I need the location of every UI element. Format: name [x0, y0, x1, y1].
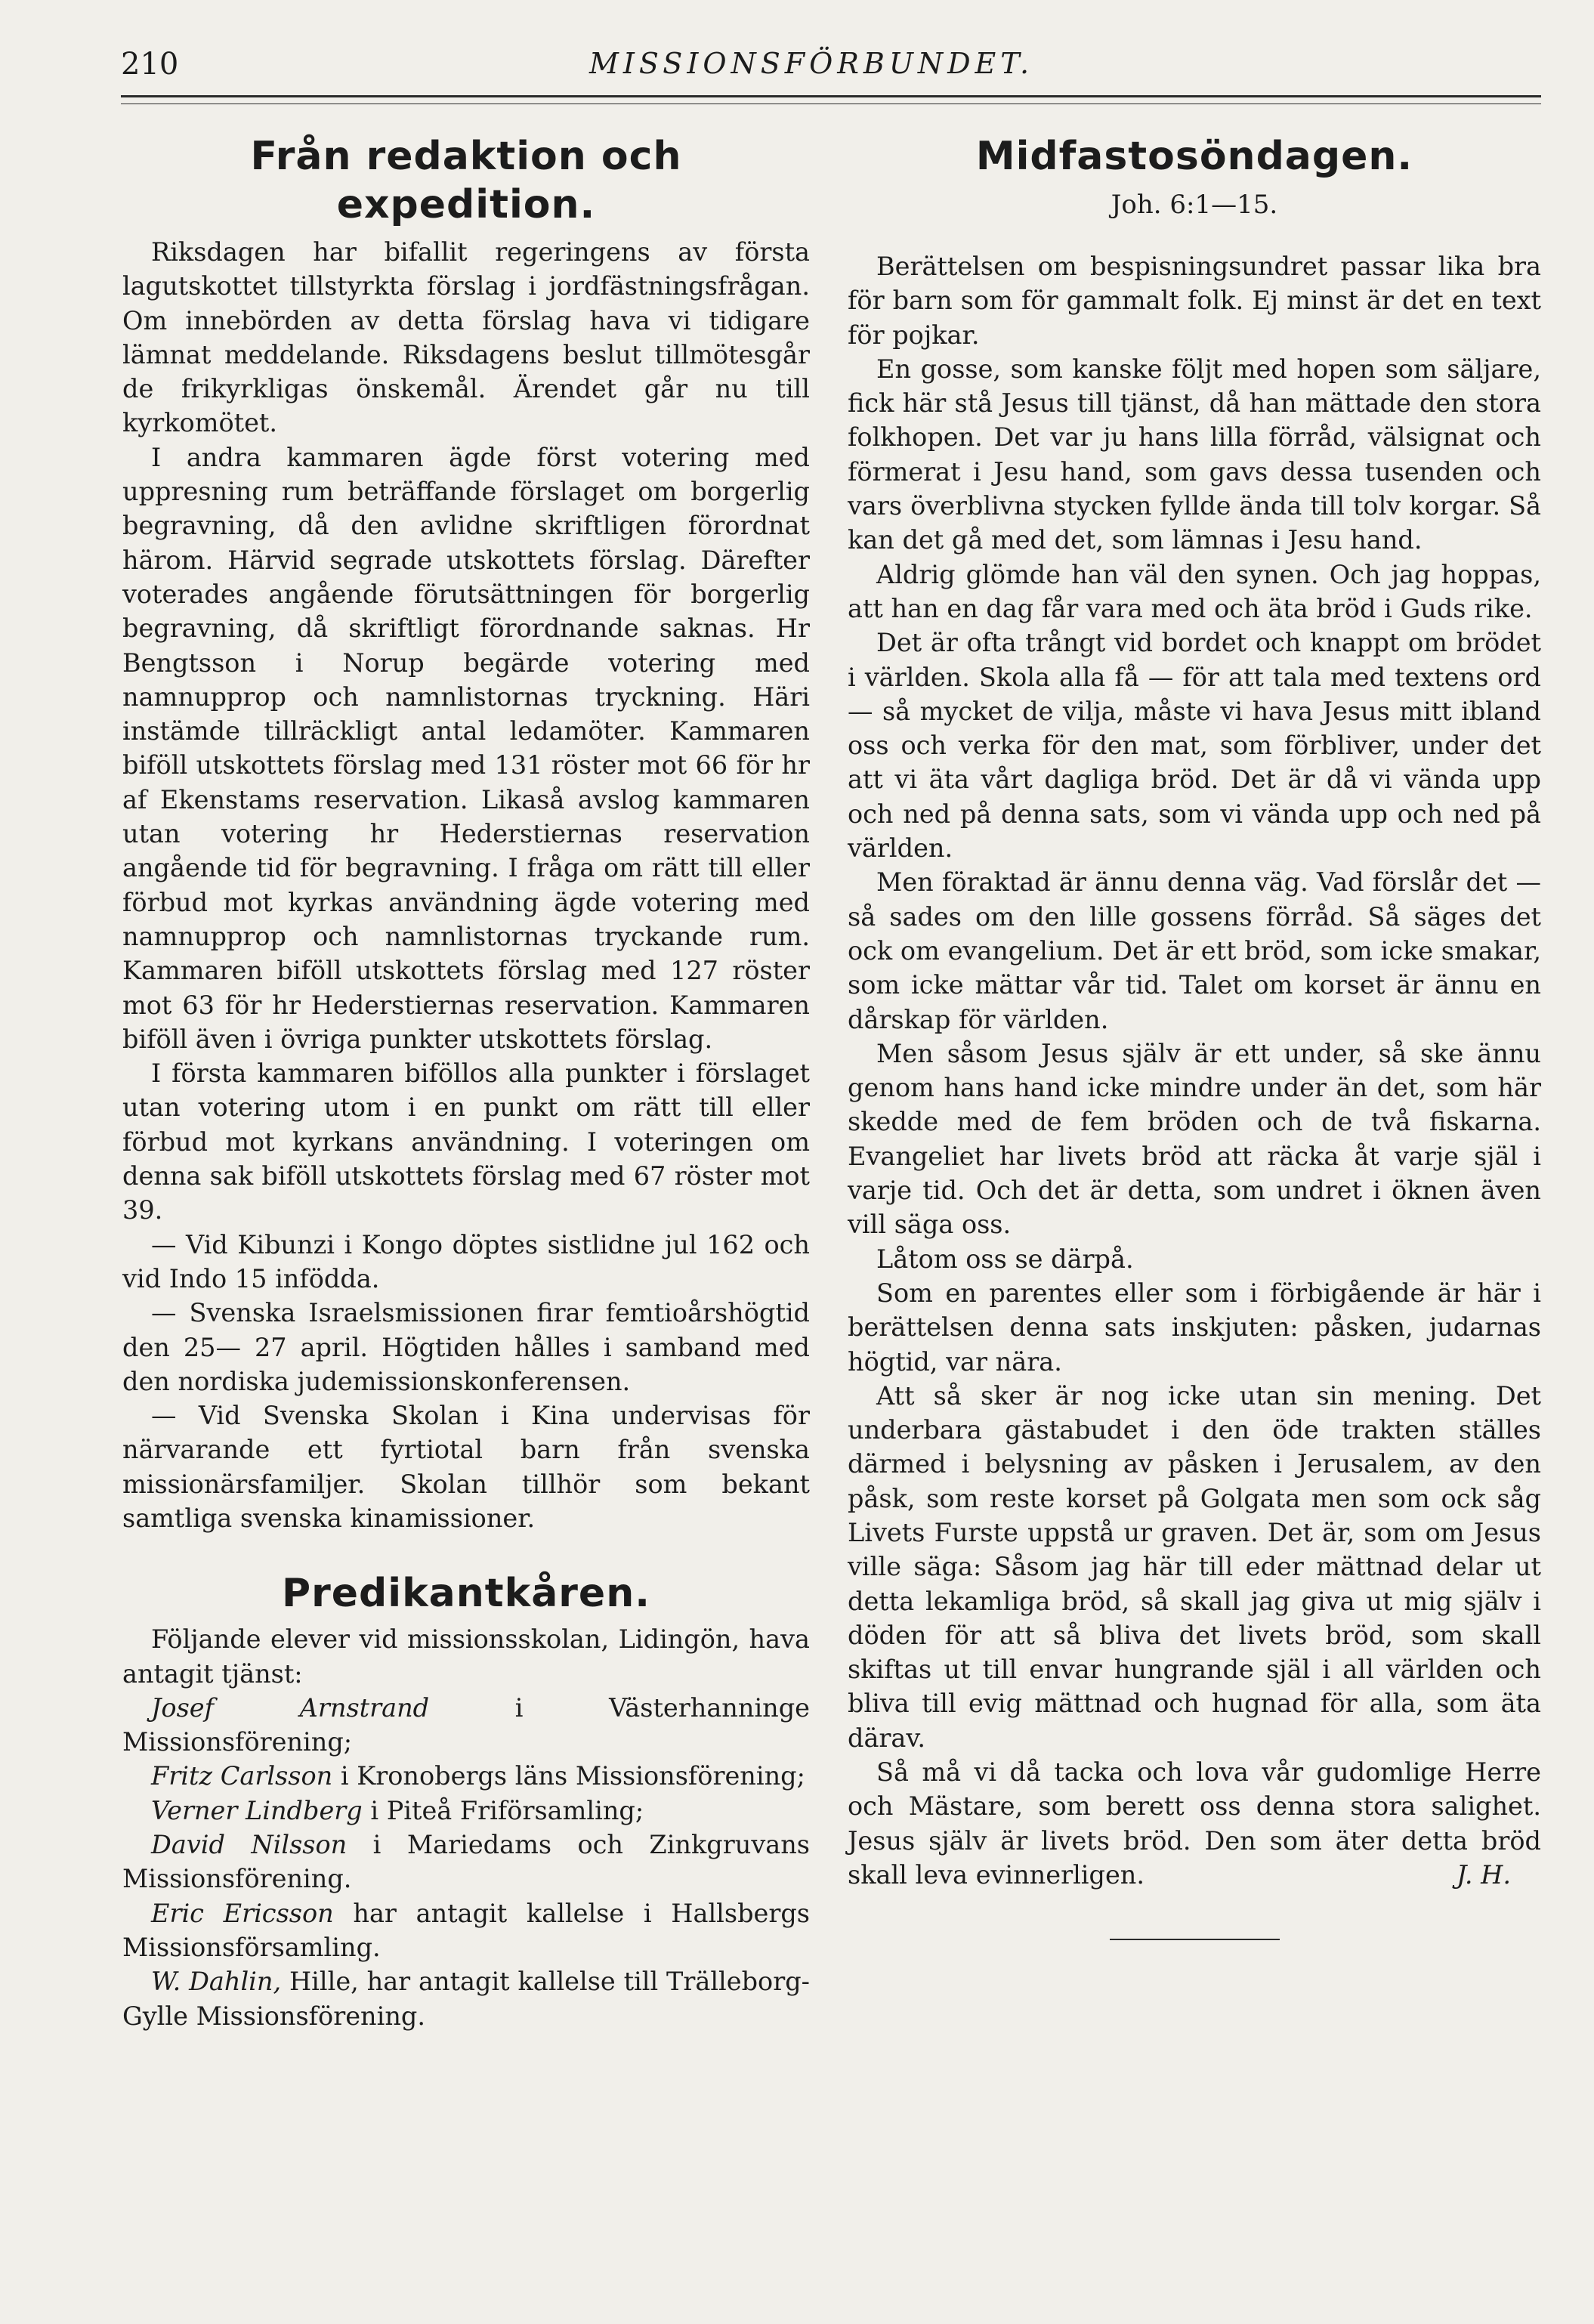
appointee-name: Verner Lindberg	[151, 1795, 363, 1825]
appointee-name: W. Dahlin,	[151, 1967, 282, 1997]
right-column	[848, 132, 1541, 1940]
appointment-item	[122, 1896, 810, 1965]
news-item: — Vid Kibunzi i Kongo döptes sistlidne jul 162 och vid Indo 15 infödda.	[122, 1229, 810, 1293]
appointments-intro: Följande elever vid missionsskolan, Lidingön, hava antagit tjänst:	[122, 1624, 810, 1689]
news-item: — Svenska Israelsmissionen firar femtioårshögtid den 25— 27 april. Högtiden hålles i samband med den nordiska judemissionskonferensen.	[122, 1298, 810, 1396]
news-item: — Vid Svenska Skolan i Kina undervisas för närvarande ett fyrtiotal barn från svenska missionärsfamiljer. Skolan tillhör som bekant samtliga svenska kinamissioner.	[122, 1401, 810, 1533]
appointment-item	[122, 1691, 810, 1760]
sermon-paragraph: Som en parentes eller som i förbigående är här i berättelsen denna sats inskjuten: påsken, judarnas högtid, var nära.	[848, 1278, 1541, 1377]
appointment-item	[122, 1794, 810, 1828]
appointment-text: i Kronobergs läns Missionsförening;	[332, 1761, 805, 1791]
page-header	[121, 47, 1541, 92]
appointee-name: David Nilsson	[151, 1830, 348, 1860]
sermon-paragraph: En gosse, som kanske följt med hopen som säljare, fick här stå Jesus till tjänst, då han mättade den stora folkhopen. Det var ju hans lilla förråd, välsignat och förmerat i Jesu hand, som gavs dessa tusenden och vars överblivna stycken fyllde ända till tolv korgar. Så kan det gå med det, som lämnas i Jesu hand.	[848, 354, 1541, 555]
sermon-paragraph: Aldrig glömde han väl den synen. Och jag hoppas, att han en dag får vara med och äta bröd i Guds rike.	[848, 559, 1541, 623]
sermon-paragraph	[848, 1755, 1541, 1892]
page-number: 210	[121, 47, 179, 82]
appointee-name: Josef Arnstrand	[151, 1692, 430, 1723]
sermon-paragraph: Att så sker är nog icke utan sin mening. Det underbara gästabudet i den öde trakten ställes därmed i belysning av påsken i Jerusalem, av den påsk, som reste korset på Golgata men som ock såg Livets Furste uppstå ur graven. Det är, som om Jesus ville säga: Såsom jag här till eder mättnad delar ut detta lekamliga bröd, så skall jag giva ut mig själv i döden för att så bliva det livets bröd, som skall skiftas ut till envar hungrande själ i all världen och bliva till evig mättnad och hugnad för alla, som äta därav.	[848, 1380, 1541, 1753]
appointment-text: har antagit kallelse i Hallsbergs Missionsförsamling.	[122, 1898, 810, 1962]
sermon-paragraph: Berättelsen om bespisningsundret passar lika bra för barn som för gammalt folk. Ej minst är det en text för pojkar.	[848, 252, 1541, 350]
closing-text: Så må vi då tacka och lova vår gudomlige Herre och Mästare, som berett oss denna stora salighet. Jesus själv är livets bröd. Den som äter detta bröd skall leva evinnerligen.	[848, 1757, 1541, 1890]
section-heading-predikantkaren: Predikantkåren.	[282, 1571, 650, 1617]
article-paragraph: I andra kammaren ägde först votering med uppresning rum beträffande förslaget om borgerlig begravning, då den avlidne skriftligen förordnat härom. Härvid segrade utskottets förslag. Därefter voterades angående förutsättningen för borgerlig begravning, då skriftligt förordnande saknas. Hr Bengtsson i Norup begärde votering med namnupprop och namnlistornas tryckning. Häri instämde tillräckligt antal ledamöter. Kammaren biföll utskottets förslag med 131 röster mot 66 för hr af Ekenstams reservation. Likaså avslog kammaren utan votering hr Hederstiernas reservation angående tid för begravning. I fråga om rätt till eller förbud mot kyrkas användning ägde votering med namnupprop och namnlistornas tryckande rum. Kammaren biföll utskottets förslag med 127 röster mot 63 för hr Hederstiernas reservation. Kammaren biföll även i övriga punkter utskottets förslag.	[122, 442, 810, 1054]
left-column	[122, 132, 810, 2033]
sermon-paragraph: Men föraktad är ännu denna väg. Vad förslår det — så sades om den lille gossens förråd. Så säges det ock om evangelium. Det är ett bröd, som icke smakar, som icke mättar vår tid. Talet om korset är ännu en dårskap för världen.	[848, 867, 1541, 1034]
appointment-item	[122, 1759, 810, 1793]
appointment-item	[122, 1828, 810, 1896]
appointee-name: Eric Ericsson	[151, 1898, 334, 1928]
appointment-text: i Piteå Friförsamling;	[362, 1795, 644, 1825]
appointee-name: Fritz Carlsson	[151, 1761, 333, 1791]
running-title: MISSIONSFÖRBUNDET.	[589, 47, 1034, 80]
article-paragraph: I första kammaren biföllos alla punkter i förslaget utan votering utom i en punkt om rätt till eller förbud mot kyrkans användning. I voteringen om denna sak biföll utskottets förslag med 67 röster mot 39.	[122, 1058, 810, 1225]
header-rule-thick	[121, 95, 1541, 97]
appointment-text: i Mariedams och Zinkgruvans Missionsförening.	[122, 1830, 810, 1894]
sermon-paragraph: Men såsom Jesus själv är ett under, så ske ännu genom hans hand icke mindre under än det, som här skedde med de fem bröden och de två fiskarna. Evangeliet har livets bröd att räcka åt varje själ i varje tid. Och det är detta, som undret i öknen även vill säga oss.	[848, 1038, 1541, 1240]
appointment-item	[122, 1964, 810, 2033]
sermon-paragraph: Det är ofta trångt vid bordet och knappt om brödet i världen. Skola alla få — för att tala med textens ord — så mycket de vilja, måste vi hava Jesus mitt ibland oss och verka för den mat, som förbliver, under det att vi äta vårt dagliga bröd. Det är då vi vända upp och ned på denna sats, som vi vända upp och ned på världen.	[848, 628, 1541, 864]
section-heading-redaktion: Från redaktion och expedition.	[250, 134, 682, 227]
section-heading-midfastosondagen: Midfastosöndagen.	[975, 134, 1413, 179]
scripture-reference: Joh. 6:1—15.	[1111, 190, 1278, 220]
appointment-text: Hille, har antagit kallelse till Trälleborg-Gylle Missionsförening.	[122, 1967, 810, 2031]
author-signature: J. H.	[1457, 1859, 1511, 1890]
appointment-text: i Västerhanninge Missionsförening;	[122, 1692, 810, 1757]
sermon-paragraph: Låtom oss se därpå.	[876, 1244, 1134, 1274]
end-rule	[1110, 1939, 1280, 1940]
article-paragraph: Riksdagen har bifallit regeringens av första lagutskottet tillstyrkta förslag i jordfästningsfrågan. Om innebörden av detta förslag hava vi tidigare lämnat meddelande. Riksdagens beslut tillmötesgår de frikyrkligas önskemål. Ärendet går nu till kyrkomötet.	[122, 237, 810, 438]
